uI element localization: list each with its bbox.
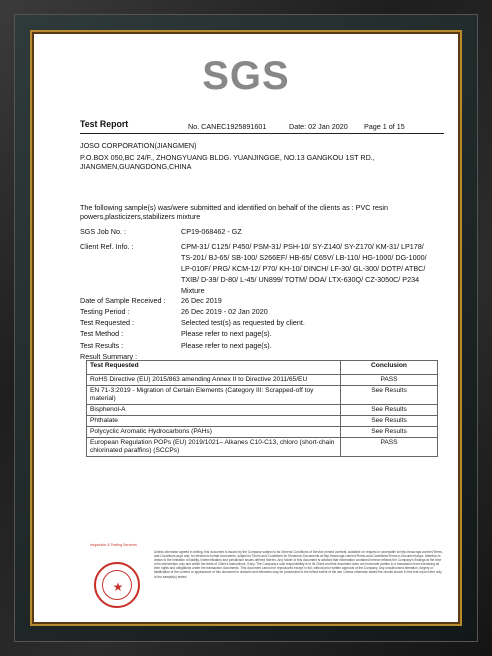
- conclusion: See Results: [341, 427, 438, 438]
- column-header-conclusion: Conclusion: [341, 361, 438, 375]
- applicant-address-2: JIANGMEN,GUANGDONG,CHINA: [80, 162, 192, 171]
- field-value: 26 Dec 2019: [181, 296, 222, 305]
- stamp-caption: Inspection & Testing Services: [90, 543, 137, 547]
- field-value: CP19-068462 - GZ: [181, 227, 242, 236]
- test-name: EN 71-3:2019 - Migration of Certain Elements (Category III: Scrapped-off toy material): [87, 386, 341, 405]
- table-row: [87, 375, 438, 386]
- seal-inner-ring: [102, 570, 132, 600]
- certificate-page: [34, 34, 458, 622]
- table-row: [87, 405, 438, 416]
- conclusion: See Results: [341, 416, 438, 427]
- test-name: Polycyclic Aromatic Hydrocarbons (PAHs): [87, 427, 341, 438]
- field-value: Please refer to next page(s).: [181, 341, 272, 350]
- column-header-test: Test Requested: [87, 361, 341, 375]
- intro-text-1: The following sample(s) was/were submitted and identified on behalf of the clients as : PVC resin: [80, 203, 389, 212]
- terms-footer: Unless otherwise agreed in writing, this document is issued by the Company subject to its General Conditions of Service printed overleaf, available on request or accessible at http://www.sgs.com/en/Terms-and-Conditions.aspx and, for electronic format documents, subject to Terms and Conditions for Electronic Documents at http://www.sgs.com/en/Terms-and-Conditions/Terms-e-Document.aspx. Attention is drawn to the limitation of liability, indemnification and jurisdiction issues defined therein. Any holder of this document is advised that information contained hereon reflects the Company's findings at the time of its intervention only and within the limits of Client's instructions, if any. The Company's sole responsibility is to its Client and this document does not exonerate parties to a transaction from exercising all their rights and obligations under the transaction documents. This document cannot be reproduced except in full, without prior written approval of the Company. Any unauthorized alteration, forgery or falsification of the content or appearance of this document is unlawful and offenders may be prosecuted to the fullest extent of the law. Unless otherwise stated the results shown in this test report refer only to the sample(s) tested.: [154, 550, 443, 579]
- conclusion: See Results: [341, 405, 438, 416]
- conclusion: See Results: [341, 386, 438, 405]
- result-summary-label: Result Summary :: [80, 352, 138, 361]
- field-value: CPM-31/ C125/ P450/ PSM-31/ PSH-10/ SY-Z140/ SY-Z170/ KM-31/ LP178/: [181, 242, 424, 251]
- table-row: [87, 386, 438, 405]
- report-date: Date: 02 Jan 2020: [289, 122, 348, 131]
- test-name: Bisphenol-A: [87, 405, 341, 416]
- field-value: Selected test(s) as requested by client.: [181, 318, 305, 327]
- field-label: SGS Job No. :: [80, 227, 126, 236]
- report-title: Test Report: [80, 119, 129, 129]
- star-icon: ★: [112, 580, 124, 594]
- intro-text-2: powers,plasticizers,stabilizers mixture: [80, 212, 201, 221]
- field-label: Test Results :: [80, 341, 124, 350]
- official-seal: [94, 562, 140, 608]
- field-label: Client Ref. Info. :: [80, 242, 134, 251]
- applicant-address-1: P.O.BOX 050,BC 24/F., ZHONGYUANG BLDG. YUANJINGGE, NO.13 GANGKOU 1ST RD.,: [80, 153, 375, 162]
- field-value: TS-201/ BJ-65/ SB-100/ S266EF/ HB-65/ C65V/ LB-110/ HG-1000/ DG-1000/: [181, 253, 427, 262]
- conclusion: PASS: [341, 438, 438, 457]
- conclusion: PASS: [341, 375, 438, 386]
- field-label: Test Method :: [80, 329, 124, 338]
- page-indicator: Page 1 of 15: [364, 122, 405, 131]
- applicant-name: JOSO CORPORATION(JIANGMEN): [80, 141, 197, 150]
- field-value: 26 Dec 2019 - 02 Jan 2020: [181, 307, 268, 316]
- field-value: Mixture: [181, 286, 205, 295]
- table-row: [87, 438, 438, 457]
- field-label: Testing Period :: [80, 307, 130, 316]
- header-divider: [80, 133, 444, 134]
- sgs-logo: SGS: [202, 54, 290, 98]
- test-name: European Regulation POPs (EU) 2019/1021– Alkanes C10-C13, chloro (short-chain chlorinated paraffins) (SCCPs): [87, 438, 341, 457]
- field-value: Please refer to next page(s).: [181, 329, 272, 338]
- table-row: [87, 427, 438, 438]
- table-row: [87, 416, 438, 427]
- table-header-row: [87, 361, 438, 375]
- field-label: Test Requested :: [80, 318, 134, 327]
- field-value: TXIB/ D-39/ D-80/ L-45/ UN899/ TOTM/ DOA/ LTX-630Q/ CZ-3050C/ P234: [181, 275, 420, 284]
- test-name: Phthalate: [87, 416, 341, 427]
- field-value: LP-010F/ PRG/ KCM-12/ P70/ KH-10/ DINCH/ LF-30/ GL-300/ DOTP/ ATBC/: [181, 264, 426, 273]
- report-number: No. CANEC1925891601: [188, 122, 267, 131]
- field-label: Date of Sample Received :: [80, 296, 166, 305]
- result-summary-table: [86, 360, 438, 457]
- test-name: RoHS Directive (EU) 2015/863 amending Annex II to Directive 2011/65/EU: [87, 375, 341, 386]
